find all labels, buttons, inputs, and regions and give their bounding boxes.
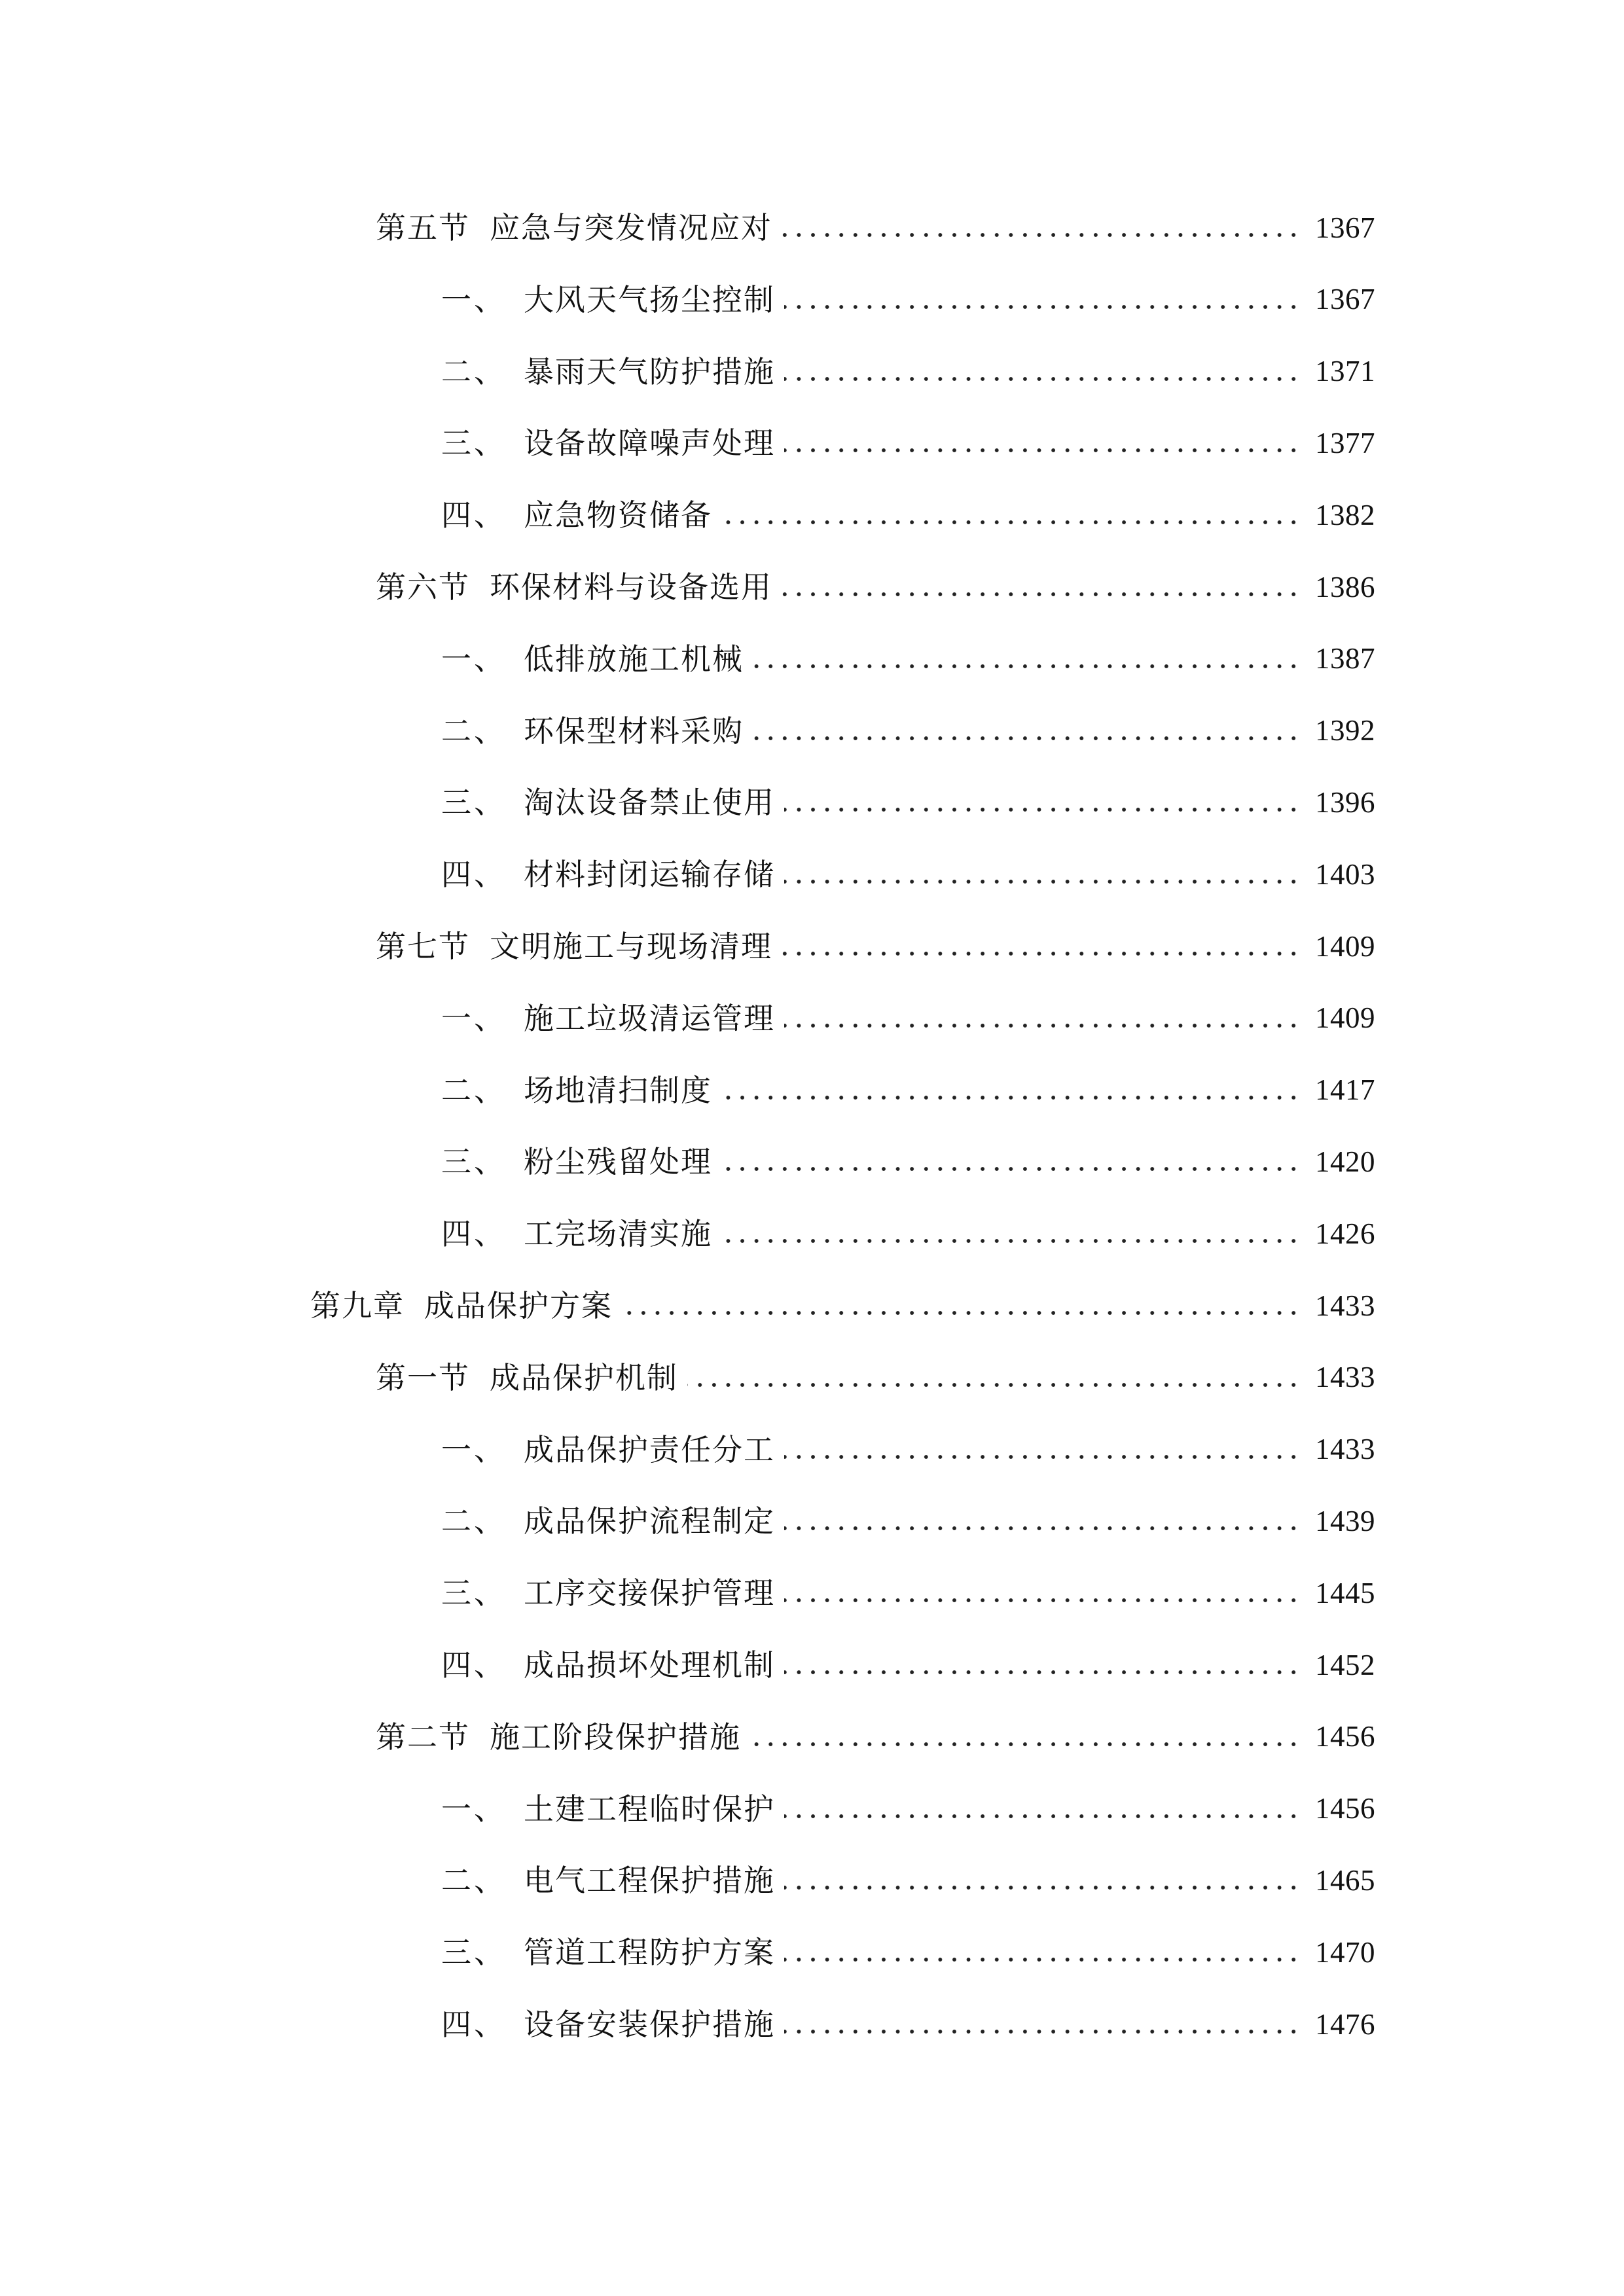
toc-section-number: 第六节 bbox=[376, 569, 470, 605]
toc-item-number: 二、 bbox=[441, 1863, 507, 1899]
toc-page-number: 1367 bbox=[1315, 211, 1375, 244]
toc-page-number: 1392 bbox=[1315, 714, 1375, 747]
toc-page-number: 1409 bbox=[1315, 1001, 1375, 1035]
toc-item-number: 一、 bbox=[441, 281, 507, 317]
toc-page-number: 1433 bbox=[1315, 1433, 1375, 1466]
toc-item-number: 四、 bbox=[441, 857, 507, 893]
toc-page-number: 1445 bbox=[1315, 1576, 1375, 1609]
toc-item-title: 成品损坏处理机制 bbox=[524, 1647, 775, 1683]
toc-item-entry[interactable] bbox=[441, 1844, 1375, 1916]
toc-page-number: 1420 bbox=[1315, 1145, 1375, 1178]
toc-section-number: 第七节 bbox=[376, 929, 470, 964]
toc-item-entry[interactable] bbox=[441, 1557, 1375, 1629]
toc-item-entry[interactable] bbox=[441, 1198, 1375, 1270]
toc-item-title: 粉尘残留处理 bbox=[524, 1144, 712, 1180]
toc-item-number: 二、 bbox=[441, 1503, 507, 1539]
toc-item-title: 施工垃圾清运管理 bbox=[524, 1000, 775, 1036]
toc-item-title: 环保型材料采购 bbox=[524, 713, 744, 749]
toc-dot-leader bbox=[782, 591, 1301, 598]
toc-dot-leader bbox=[784, 1669, 1301, 1676]
toc-page-number: 1476 bbox=[1315, 2007, 1375, 2041]
toc-item-entry[interactable] bbox=[441, 1988, 1375, 2060]
toc-dot-leader bbox=[784, 1022, 1301, 1029]
toc-dot-leader bbox=[721, 1166, 1301, 1172]
toc-item-title: 设备故障噪声处理 bbox=[524, 425, 775, 461]
toc-item-number: 一、 bbox=[441, 1000, 507, 1036]
toc-page-number: 1439 bbox=[1315, 1504, 1375, 1537]
toc-page-number: 1409 bbox=[1315, 929, 1375, 963]
toc-section-entry[interactable] bbox=[376, 910, 1375, 982]
toc-item-number: 三、 bbox=[441, 425, 507, 461]
toc-item-number: 四、 bbox=[441, 2007, 507, 2042]
toc-page-number: 1367 bbox=[1315, 283, 1375, 316]
toc-page-number: 1465 bbox=[1315, 1863, 1375, 1897]
toc-page-number: 1417 bbox=[1315, 1073, 1375, 1107]
toc-item-number: 二、 bbox=[441, 713, 507, 749]
toc-item-number: 二、 bbox=[441, 353, 507, 389]
toc-dot-leader bbox=[750, 1741, 1301, 1748]
toc-page-number: 1433 bbox=[1315, 1289, 1375, 1322]
toc-item-entry[interactable] bbox=[441, 479, 1375, 551]
toc-dot-leader bbox=[784, 1454, 1301, 1460]
table-of-contents bbox=[0, 192, 1624, 2155]
toc-page-number: 1371 bbox=[1315, 355, 1375, 388]
toc-item-title: 场地清扫制度 bbox=[524, 1072, 712, 1108]
toc-item-entry[interactable] bbox=[441, 1916, 1375, 1988]
toc-page-number: 1386 bbox=[1315, 570, 1375, 603]
toc-dot-leader bbox=[721, 519, 1301, 526]
toc-item-number: 三、 bbox=[441, 1144, 507, 1180]
toc-item-title: 成品保护流程制定 bbox=[524, 1503, 775, 1539]
toc-page-number: 1456 bbox=[1315, 1792, 1375, 1825]
toc-item-entry[interactable] bbox=[441, 407, 1375, 479]
toc-dot-leader bbox=[721, 1094, 1301, 1101]
toc-dot-leader bbox=[784, 878, 1301, 885]
toc-item-entry[interactable] bbox=[441, 336, 1375, 408]
toc-section-number: 第一节 bbox=[376, 1359, 470, 1395]
toc-item-title: 材料封闭运输存储 bbox=[524, 857, 775, 893]
toc-dot-leader bbox=[784, 447, 1301, 454]
toc-page-number: 1387 bbox=[1315, 642, 1375, 675]
toc-item-title: 设备安装保护措施 bbox=[524, 2007, 775, 2042]
toc-item-title: 应急物资储备 bbox=[524, 497, 712, 533]
toc-item-number: 二、 bbox=[441, 1072, 507, 1108]
toc-section-number: 第五节 bbox=[376, 210, 470, 245]
toc-item-entry[interactable] bbox=[441, 1414, 1375, 1486]
toc-section-number: 第二节 bbox=[376, 1719, 470, 1755]
toc-item-number: 一、 bbox=[441, 641, 507, 677]
toc-item-entry[interactable] bbox=[441, 623, 1375, 695]
toc-section-title: 应急与突发情况应对 bbox=[490, 210, 772, 245]
toc-item-title: 工完场清实施 bbox=[524, 1216, 712, 1252]
toc-item-entry[interactable] bbox=[441, 982, 1375, 1054]
toc-item-title: 工序交接保护管理 bbox=[524, 1575, 775, 1611]
toc-item-entry[interactable] bbox=[441, 1054, 1375, 1126]
toc-item-title: 电气工程保护措施 bbox=[524, 1863, 775, 1899]
toc-page-number: 1426 bbox=[1315, 1217, 1375, 1250]
toc-item-number: 一、 bbox=[441, 1431, 507, 1467]
toc-dot-leader bbox=[784, 1813, 1301, 1820]
toc-item-entry[interactable] bbox=[441, 1126, 1375, 1198]
toc-item-entry[interactable] bbox=[441, 1629, 1375, 1701]
toc-dot-leader bbox=[784, 2028, 1301, 2035]
toc-item-title: 淘汰设备禁止使用 bbox=[524, 785, 775, 821]
toc-section-title: 环保材料与设备选用 bbox=[490, 569, 772, 605]
toc-dot-leader bbox=[782, 950, 1301, 957]
toc-dot-leader bbox=[721, 1238, 1301, 1244]
toc-dot-leader bbox=[622, 1310, 1301, 1316]
toc-section-entry[interactable] bbox=[376, 551, 1375, 623]
toc-section-entry[interactable] bbox=[376, 192, 1375, 264]
toc-section-entry[interactable] bbox=[376, 1342, 1375, 1414]
toc-dot-leader bbox=[784, 1525, 1301, 1532]
toc-item-number: 三、 bbox=[441, 1935, 507, 1971]
toc-item-title: 低排放施工机械 bbox=[524, 641, 744, 677]
toc-item-number: 三、 bbox=[441, 1575, 507, 1611]
toc-page-number: 1382 bbox=[1315, 498, 1375, 531]
toc-dot-leader bbox=[753, 735, 1301, 742]
toc-item-title: 管道工程防护方案 bbox=[524, 1935, 775, 1971]
toc-item-title: 大风天气扬尘控制 bbox=[524, 281, 775, 317]
toc-page-number: 1396 bbox=[1315, 785, 1375, 819]
toc-page-number: 1456 bbox=[1315, 1720, 1375, 1753]
toc-section-title: 施工阶段保护措施 bbox=[490, 1719, 741, 1755]
toc-dot-leader bbox=[784, 376, 1301, 382]
toc-item-number: 四、 bbox=[441, 1216, 507, 1252]
toc-page-number: 1403 bbox=[1315, 857, 1375, 891]
toc-page-number: 1377 bbox=[1315, 426, 1375, 459]
toc-dot-leader bbox=[784, 1956, 1301, 1963]
toc-item-entry[interactable] bbox=[441, 1485, 1375, 1557]
toc-item-number: 四、 bbox=[441, 1647, 507, 1683]
toc-dot-leader bbox=[784, 1597, 1301, 1604]
toc-dot-leader bbox=[784, 304, 1301, 310]
toc-chapter-number: 第九章 bbox=[310, 1288, 405, 1323]
toc-item-title: 土建工程临时保护 bbox=[524, 1791, 775, 1827]
toc-section-entry[interactable] bbox=[376, 1701, 1375, 1773]
toc-page-number: 1452 bbox=[1315, 1648, 1375, 1681]
toc-dot-leader bbox=[687, 1382, 1301, 1388]
toc-dot-leader bbox=[753, 663, 1301, 670]
toc-item-title: 成品保护责任分工 bbox=[524, 1431, 775, 1467]
toc-item-entry[interactable] bbox=[441, 766, 1375, 838]
toc-section-title: 成品保护机制 bbox=[490, 1359, 678, 1395]
toc-item-title: 暴雨天气防护措施 bbox=[524, 353, 775, 389]
toc-item-entry[interactable] bbox=[441, 1773, 1375, 1845]
toc-item-number: 一、 bbox=[441, 1791, 507, 1827]
toc-item-entry[interactable] bbox=[441, 838, 1375, 910]
toc-dot-leader bbox=[784, 1884, 1301, 1891]
toc-item-entry[interactable] bbox=[441, 695, 1375, 767]
toc-item-number: 四、 bbox=[441, 497, 507, 533]
toc-section-title: 文明施工与现场清理 bbox=[490, 929, 772, 964]
toc-dot-leader bbox=[784, 806, 1301, 813]
toc-page-number: 1433 bbox=[1315, 1361, 1375, 1394]
toc-item-entry[interactable] bbox=[441, 264, 1375, 336]
toc-chapter-title: 成品保护方案 bbox=[424, 1288, 613, 1323]
toc-dot-leader bbox=[782, 232, 1301, 238]
toc-item-number: 三、 bbox=[441, 785, 507, 821]
toc-chapter-entry[interactable] bbox=[310, 1270, 1375, 1342]
toc-page-number: 1470 bbox=[1315, 1935, 1375, 1969]
